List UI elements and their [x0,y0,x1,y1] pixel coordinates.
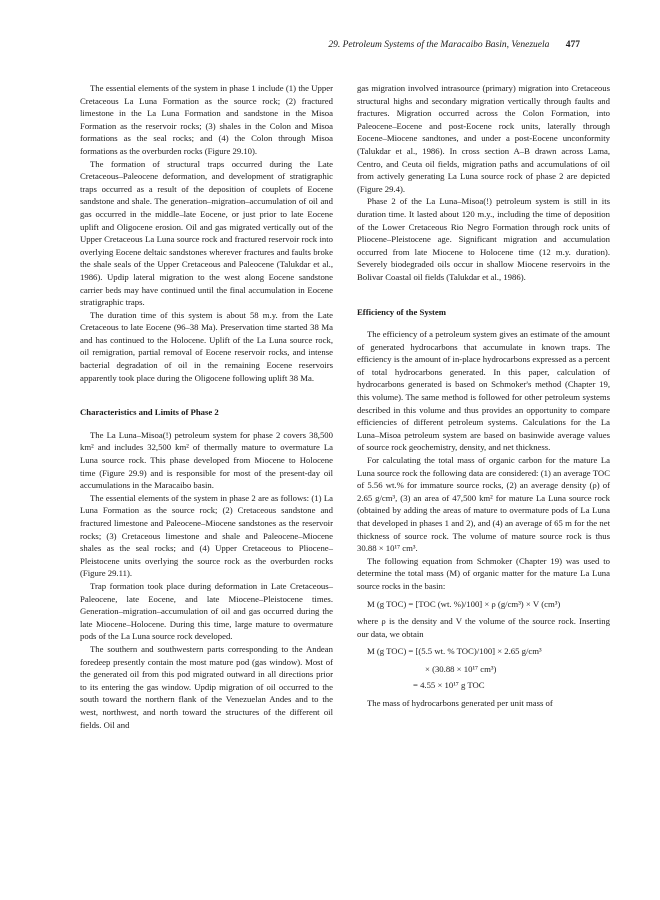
paragraph: The La Luna–Misoa(!) petroleum system for phase 2 covers 38,500 km² and includes 32,500 km² of thermally mature to overmature La Luna source rock. This phase developed from Miocene to Holocene time (Figure 29.9) and is responsible for most of the present-day oil accumulations in the Maracaibo basin. [80,429,333,491]
equation: M (g TOC) = [TOC (wt. %)/100] × ρ (g/cm³) × V (cm³) [367,598,561,609]
page-number: 477 [565,40,580,50]
paragraph: Phase 2 of the La Luna–Misoa(!) petroleum system is still in its duration time. It lasted about 120 m.y., including the time of deposition of the Lower Cretaceous Rio Negro Formation through rock units of Pliocene–Pleistocene age. Significant migration and accumulation occurred from late Miocene to Holocene time (12 m.y. duration). Severely biodegraded oils occur in shallow Miocene reservoirs in the Bolivar Coastal oil fields (Talukdar et al., 1986). [357,196,610,282]
paragraph: gas migration involved intrasource (primary) migration into Cretaceous structural highs and secondary migration vertically through faults and fractures. Migration occurred across the Colon Formation, into Paleocene–Eocene and post-Eocene rock units, laterally through Eocene–Miocene sandtones, and under a post-Eocene unconformity (Talukdar et al., 1986). In cross section A–B drawn across Lama, Centro, and Ceuta oil fields, migration paths and accumulations of oil from actively generating La Luna source rock of phase 2 are depicted (Figure 29.4). [357,83,610,194]
paragraph: The essential elements of the system in phase 2 are as follows: (1) La Luna Formation as the source rock; (2) Cretaceous sandstone and fractured limestone and Paleocene–Miocene sandstones as the reservoir rocks; (3) Cretaceous limestone and shale and Paleocene–Miocene shales as the seal rocks; and (4) Upper Cretaceous to Pliocene–Pleistocene units overlying the source rock as the overburden rocks (Figure 29.11). [80,492,333,579]
paragraph: The duration time of this system is about 58 m.y. from the Late Cretaceous to late Eocene (96–38 Ma). Preservation time started 38 Ma and has continued to the Holocene. Uplift of the La Luna source rock, oil remigration, partial removal of Eocene reservoir rocks, and intense bacterial degradation of oil in the remaining Eocene reservoirs apparently took place during the Oligocene following uplift 38 Ma. [80,309,333,383]
paragraph: The efficiency of a petroleum system gives an estimate of the amount of generated hydrocarbons that accumulate in known traps. The efficiency is the amount of in-place hydrocarbons expressed as a percent of total hydrocarbons generated. In this paper, calculation of hydrocarbons generated is based on Schmoker's method (Chapter 19, this volume). The same method is followed for other petroleum systems described in this volume and thus provides an opportunity to compare efficiencies of different petroleum systems. Calculations for the La Luna–Misoa petroleum system are based on basinwide average values of source rock geochemistry, density, and net thickness. [357,329,610,453]
paragraph: The southern and southwestern parts corresponding to the Andean foredeep presently contain the most mature pod (gas window). Most of the generated oil from this pod migrated outward in all directions prior to its entering the gas window. Updip migration of oil occurred to the south toward the northern flank of the Venezuelan Andes and to the west, northwest, and north toward the structures of the different oil fields. Oil and [80,643,333,730]
equation-line: = 4.55 × 10¹⁷ g TOC [413,679,485,690]
paragraph: The essential elements of the system in phase 1 include (1) the Upper Cretaceous La Luna Formation as the source rock; (2) fractured limestone in the La Luna Formation and sandstone in the Misoa Formation as the reservoir rocks; (3) shales in the Colon and Misoa formations as the seal rocks; and (4) the Colon through Misoa formations as the overburden rocks (Figure 29.10). [80,83,333,156]
equation-line: M (g TOC) = [(5.5 wt. % TOC)/100] × 2.65 g/cm³ [367,646,542,657]
left-column [80,82,333,731]
equation-line: × (30.88 × 10¹⁷ cm³) [425,663,497,674]
paragraph: For calculating the total mass of organic carbon for the mature La Luna source rock the following data are considered: (1) an average TOC of 5.56 wt.% for immature source rocks, (2) an average density (ρ) of 2.65 g/cm³, (3) an area of 47,500 km² for mature La Luna source rock (obtained by adding the areas of mature to overmature pods of La Luna that developed in phases 1 and 2), and (4) an average of 65 m for the net thickness of source rock. The volume of mature source rock is thus 30.88 × 10¹⁷ cm³. [357,455,610,554]
section-heading: Characteristics and Limits of Phase 2 [80,407,219,418]
paragraph: Trap formation took place during deformation in Late Cretaceous–Paleocene, late Eocene, and late Miocene–Pleistocene times. Generation–migration–accumulation of oil and gas occurred during the late Miocene–Holocene. During this time, large mature to overmature pods of the La Luna source rock developed. [80,580,333,642]
running-title: 29. Petroleum Systems of the Maracaibo Basin, Venezuela [328,40,550,50]
paragraph: The following equation from Schmoker (Chapter 19) was used to determine the total mass (M) of organic matter for the mature La Luna source rocks in the basin: [357,555,610,591]
paragraph: The formation of structural traps occurred during the Late Cretaceous–Paleocene deformation, and development of stratigraphic traps occurred as a result of the deposition of couplets of Eocene sandstone and shale. The generation–migration–accumulation of oil and gas occurred in the middle–late Eocene, or just prior to late Eocene uplift and Oligocene erosion. Oil and gas migrated vertically out of the Upper Cretaceous La Luna source rock and fractured reservoir rock into overlying Eocene deltaic sandstones wherever fractures and faults broke the shale seals of the Upper Cretaceous and Paleocene (Talukdar et al., 1986). Updip lateral migration to the west along Eocene sandstone carrier beds may have continued until the final accumulation in Eocene stratigraphic traps. [80,158,333,308]
paragraph: where ρ is the density and V the volume of the source rock. Inserting our data, we obtain [357,616,610,639]
running-header [80,40,580,50]
right-column [357,82,610,710]
paragraph: The mass of hydrocarbons generated per unit mass of [367,698,553,709]
section-heading: Efficiency of the System [357,306,447,317]
